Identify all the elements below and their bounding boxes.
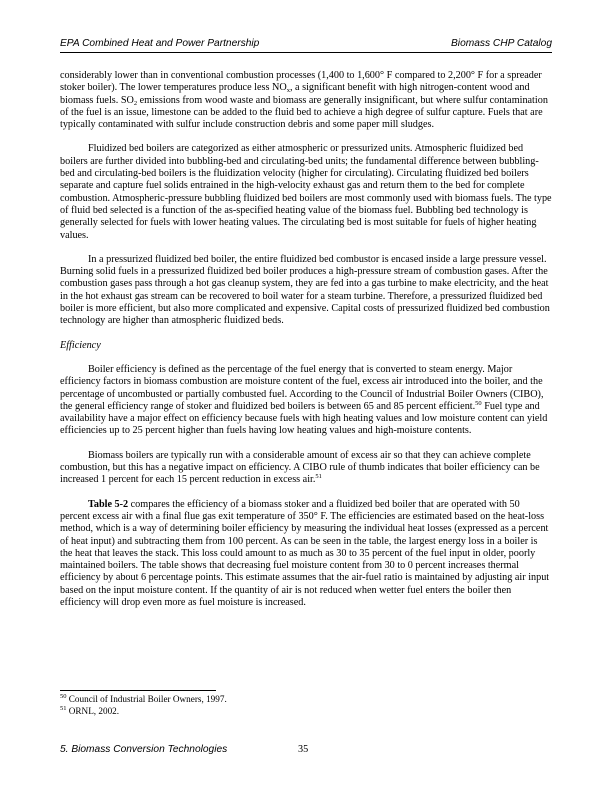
paragraph-3: In a pressurized fluidized bed boiler, the entire fluidized bed combustor is encased inside a large pressure vessel. Burning solid fuels in a pressurized fluidized bed boiler produces a high-pressure stream of combustion gases. After the combustion gases pass through a hot gas cleanup system, they are fed into a gas turbine to make electricity, and the heat in the hot exhaust gas stream can be recovered to boil water for a steam turbine. Therefore, a pressurized fluidized bed boiler is more efficient, but also more complicated and expensive. Capital costs of pressurized fluidized bed combustion technology are higher than atmospheric fluidized beds. (60, 253, 550, 327)
paragraph-5 (60, 450, 552, 487)
footnote-51 (60, 706, 552, 718)
footnote-ref-50: 50 (475, 399, 482, 407)
footnote-51-number: 51 (60, 704, 67, 712)
main-body (60, 70, 552, 621)
footnote-ref-51: 51 (315, 473, 322, 481)
paragraph-1-text-a: considerably lower than in conventional combustion processes (1,400 to 1,600° F compared to 2,200° F for a spreader stoker boiler). The lower temperatures produce less NO (60, 70, 542, 94)
paragraph-4-text-a: Boiler efficiency is defined as the percentage of the fuel energy that is converted to steam energy. Major efficiency factors in biomass combustion are moisture content of the fuel, excess air introduced into the boiler, and the percentage of uncombusted or partially combusted fuel. According to the Council of Industrial Boiler Owners (CIBO), the general efficiency range of stoker and fluidized bed boilers is between 65 and 85 percent efficient. (60, 363, 544, 412)
nox-subscript: x (286, 87, 290, 95)
footnote-50-text: Council of Industrial Boiler Owners, 1997. (66, 694, 227, 704)
paragraph-6-text: compares the efficiency of a biomass stoker and a fluidized bed boiler that are operated with 50 percent excess air with a final flue gas exit temperature of 350° F. The efficiencies are estimated based on the heat-loss method, which is a way of determining boiler efficiency by measuring the individual heat losses (expressed as a percent of heat input) and subtracting them from 100 percent. As can be seen in the table, the largest energy loss in a boiler is the heat that leaves the stack. This loss could amount to as much as 30 to 35 percent of the fuel input in older, poorly maintained boilers. The table shows that decreasing fuel moisture content from 30 to 0 percent increases thermal efficiency by about 6 percentage points. This estimate assumes that the air-fuel ratio is maintained by adjusting air input based on the input moisture content. If the quantity of air is not reduced when wetter fuel enters the boiler then efficiency will drop even more as fuel moisture is increased. (60, 498, 550, 608)
paragraph-5-text: Biomass boilers are typically run with a considerable amount of excess air so that they can achieve complete combustion, but this has a negative impact on efficiency. A CIBO rule of thumb indicates that boiler efficiency can be increased 1 percent for each 15 percent reduction in excess air. (60, 449, 540, 486)
so2-subscript: 2 (133, 99, 138, 107)
table-reference: Table 5-2 (88, 498, 129, 510)
footer-chapter-title: 5. Biomass Conversion Technologies (60, 744, 228, 755)
paragraph-1 (60, 70, 552, 131)
paragraph-6 (60, 499, 552, 610)
paragraph-1-text-b: , a significant benefit with high nitrogen-content wood and biomass fuels. SO (60, 82, 530, 106)
paragraph-1-text-c: emissions from wood waste and biomass are generally insignificant, but where sulfur contamination of the fuel is an issue, limestone can be added to the fluid bed to achieve a high degree of sulfur capture. Fuels that are typically contaminated with sulfur include construction debris and some paper mill sludges. (60, 94, 548, 131)
paragraph-4-text-b: Fuel type and availability have a major effect on efficiency because fuels with high heating values and low moisture content can yield efficiencies up to 25 percent higher than fuels having low heating values and high-moisture contents. (60, 400, 548, 437)
footnote-divider (60, 690, 216, 691)
header-left-title: EPA Combined Heat and Power Partnership (60, 38, 260, 49)
page-header (60, 38, 552, 53)
section-heading-efficiency: Efficiency (60, 339, 101, 351)
paragraph-2: Fluidized bed boilers are categorized as either atmospheric or pressurized units. Atmospheric fluidized bed boilers are further divided into bubbling-bed and circulating-bed units; the fundamental difference between bubbling-bed and circulating-bed boilers is the fluidization velocity (higher for circulating). Circulating fluidized bed boilers separate and capture fuel solids entrained in the high-velocity exhaust gas and return them to the bed for complete combustion. Atmospheric-pressure bubbling fluidized bed boilers are most commonly used with biomass fuels. The type of fluid bed selected is a function of the as-specified heating value of the biomass fuel. Bubbling bed technology is generally selected for fuels with lower heating values. The circulating bed is most suitable for fuels of higher heating values. (60, 143, 552, 241)
header-right-title: Biomass CHP Catalog (451, 38, 552, 49)
page-footer (60, 744, 552, 758)
footnote-50-number: 50 (60, 693, 67, 700)
footnote-51-text: ORNL, 2002. (66, 705, 120, 716)
paragraph-4 (60, 364, 552, 438)
page-number: 35 (298, 744, 309, 755)
footnote-50 (60, 694, 552, 706)
footnotes (60, 694, 552, 717)
